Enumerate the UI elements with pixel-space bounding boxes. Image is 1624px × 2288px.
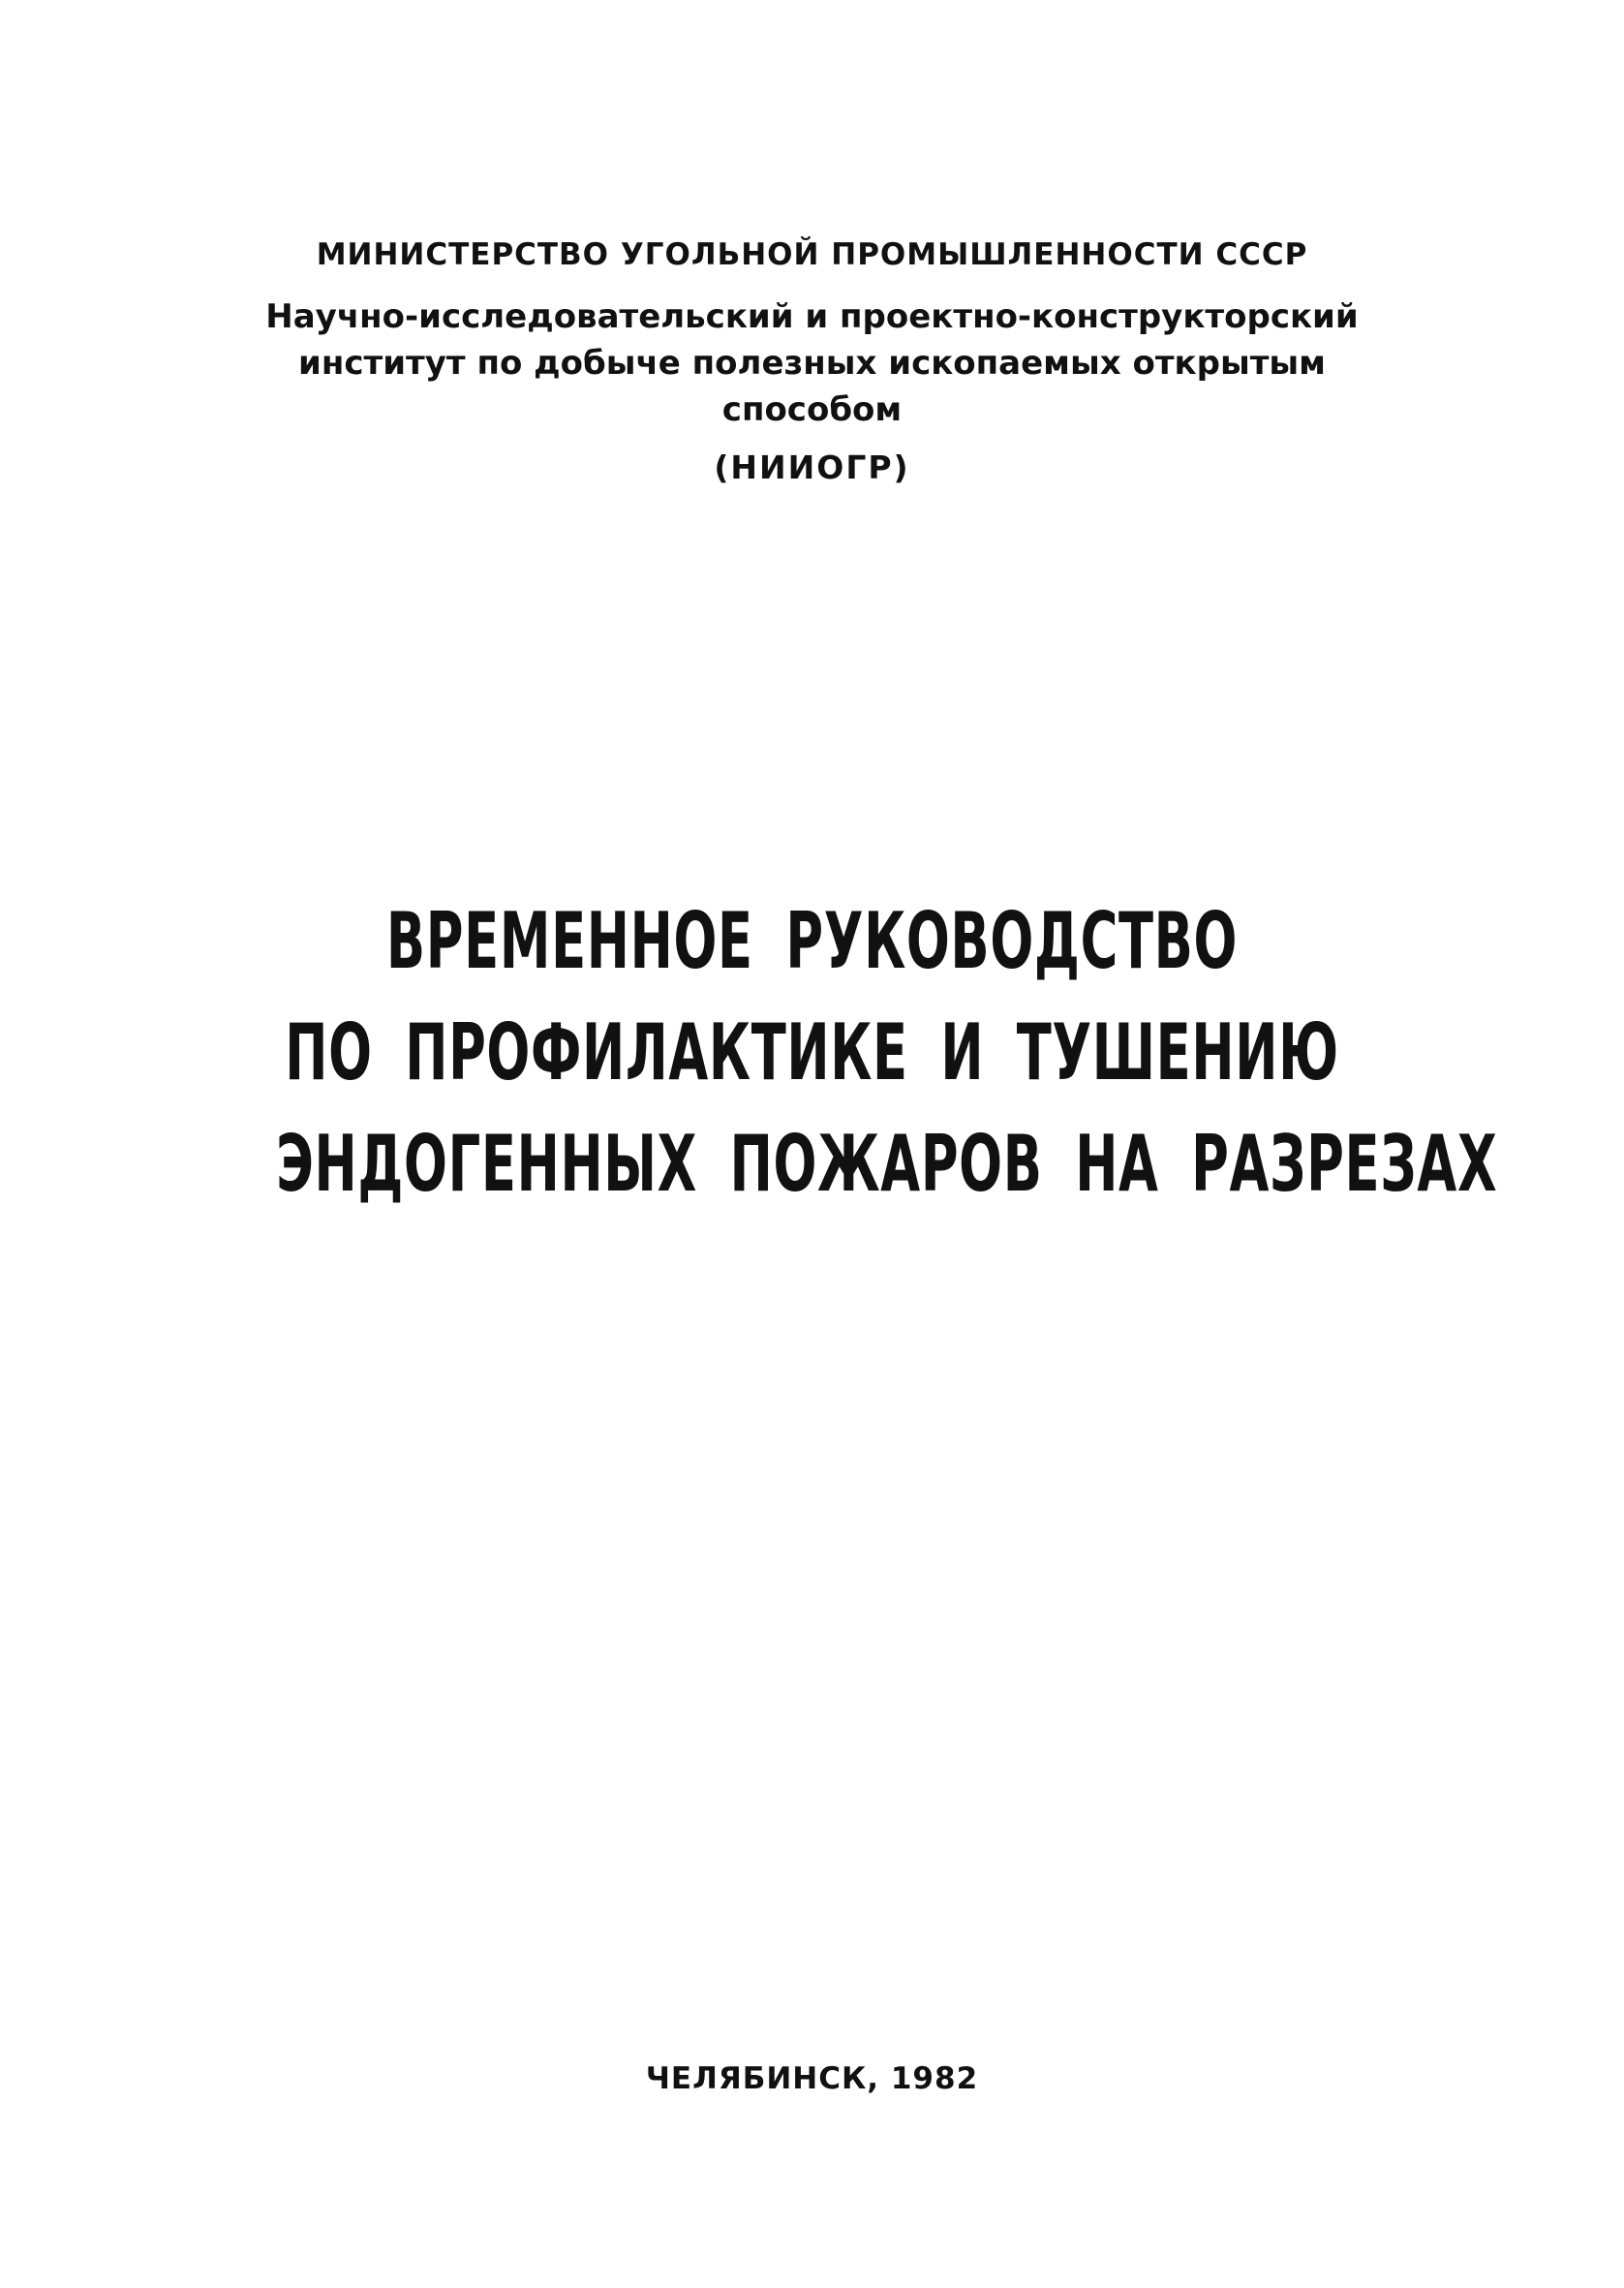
document-title-line-2: ПО ПРОФИЛАКТИКЕ И ТУШЕНИЮ	[285, 1007, 1339, 1098]
institute-name-line-2: институт по добыче полезных ископаемых открытым	[298, 344, 1326, 383]
institute-name-line-3: способом	[721, 390, 903, 429]
place-and-year: ЧЕЛЯБИНСК, 1982	[645, 2061, 979, 2096]
document-title-line-1: ВРЕМЕННОЕ РУКОВОДСТВО	[385, 896, 1239, 986]
institute-name-line-1: Научно-исследовательский и проектно-конструкторский	[265, 297, 1359, 336]
institute-abbreviation: (НИИОГР)	[714, 448, 910, 486]
document-title-line-3: ЭНДОГЕННЫХ ПОЖАРОВ НА РАЗРЕЗАХ	[276, 1119, 1498, 1209]
ministry-name: МИНИСТЕРСТВО УГОЛЬНОЙ ПРОМЫШЛЕННОСТИ СССР	[316, 237, 1308, 272]
